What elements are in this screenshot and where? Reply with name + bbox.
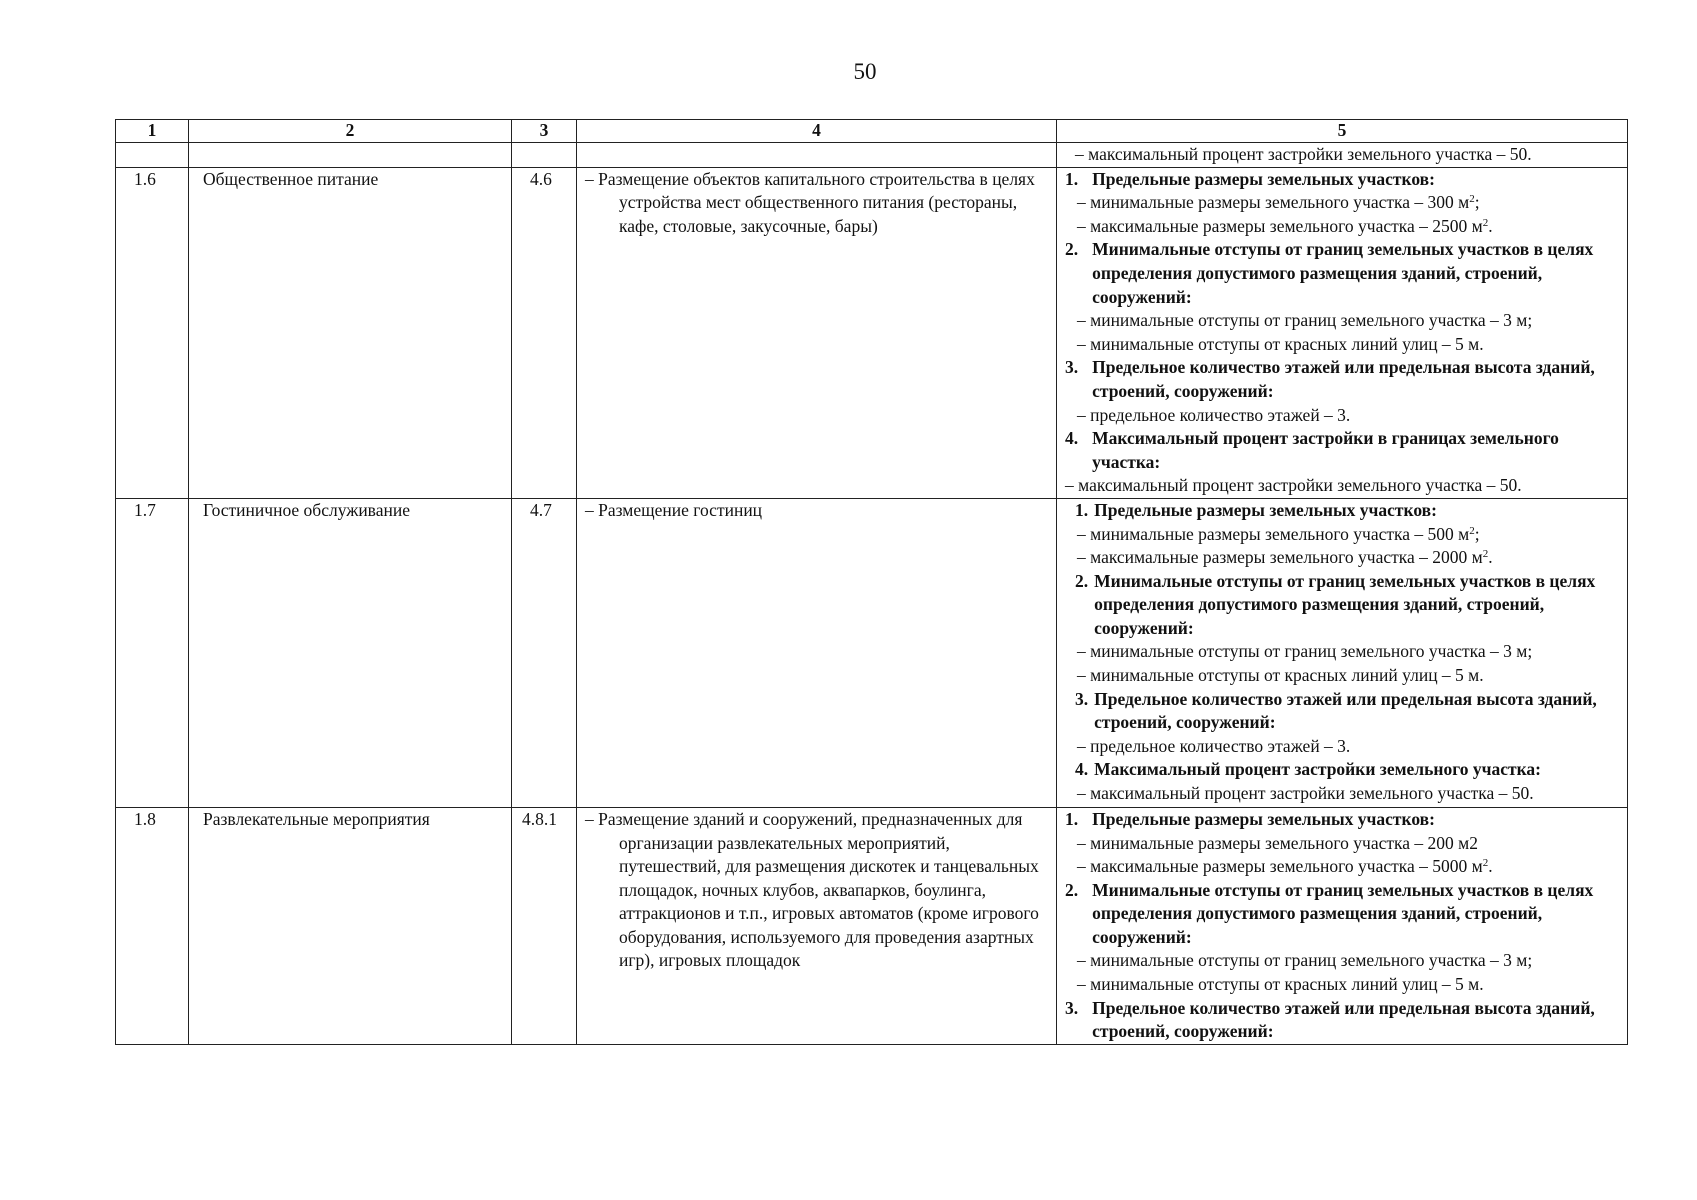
parameters-cell <box>1057 807 1628 1044</box>
heading-text: Минимальные отступы от границ земельных участков в целях определения допустимого размещения зданий, строений, сооружений: <box>1092 239 1594 307</box>
parameter-heading <box>1065 808 1623 832</box>
parameter-heading <box>1065 238 1623 309</box>
parameter-heading <box>1065 356 1623 403</box>
heading-text: Минимальные отступы от границ земельных участков в целях определения допустимого размещения зданий, строений, сооружений: <box>1092 879 1594 947</box>
parameter-heading <box>1065 997 1623 1044</box>
item-number: 4. <box>1065 428 1079 449</box>
parameter-heading <box>1065 427 1623 474</box>
item-number: 1. <box>1065 808 1079 829</box>
empty-cell <box>189 143 512 168</box>
superscript: 2 <box>1482 857 1489 870</box>
heading-text: Предельное количество этажей или предельная высота зданий, строений, сооружений: <box>1094 688 1597 733</box>
parameter-heading <box>1065 499 1623 523</box>
page-number: 50 <box>853 59 877 84</box>
use-description <box>577 498 1057 807</box>
parameter-heading <box>1065 758 1623 782</box>
parameter-heading <box>1065 570 1623 641</box>
heading-text: Минимальные отступы от границ земельных участков в целях определения допустимого размещения зданий, строений, сооружений: <box>1094 570 1596 638</box>
column-header-4: 4 <box>577 120 1057 143</box>
column-header-3: 3 <box>512 120 577 143</box>
superscript: 2 <box>1482 216 1489 229</box>
parameter-line: – предельное количество этажей – 3. <box>1077 404 1351 425</box>
description-text: – Размещение гостиниц <box>585 499 763 520</box>
item-number: 2. <box>1065 879 1079 900</box>
empty-cell <box>577 143 1057 168</box>
parameter-line: – предельное количество этажей – 3. <box>1077 735 1351 756</box>
empty-cell <box>116 143 189 168</box>
item-number: 2. <box>1075 570 1089 591</box>
item-number: 1. <box>1065 168 1079 189</box>
parameter-line <box>1065 215 1623 239</box>
line-end: ; <box>1474 192 1480 213</box>
parameter-line <box>1065 546 1623 570</box>
item-number: 2. <box>1065 239 1079 260</box>
parameter-heading <box>1065 688 1623 735</box>
parameter-line <box>1065 191 1623 215</box>
row-number: 1.7 <box>116 498 189 807</box>
line-end: . <box>1488 856 1493 877</box>
parameter-heading <box>1065 168 1623 192</box>
table-row <box>116 498 1628 807</box>
description-text: – Размещение объектов капитального строительства в целях устройства мест общественного питания (рестораны, кафе, столовые, закусочные, бары) <box>585 168 1035 236</box>
parameter-line: – минимальные отступы от границ земельного участка – 3 м; <box>1077 310 1533 331</box>
item-number: 3. <box>1065 357 1079 378</box>
line-text: – максимальные размеры земельного участка – 5000 м <box>1077 856 1483 877</box>
line-text: – максимальные размеры земельного участка – 2500 м <box>1077 215 1483 236</box>
parameter-line: – минимальные отступы от границ земельного участка – 3 м; <box>1077 641 1533 662</box>
row-number: 1.8 <box>116 807 189 1044</box>
heading-text: Максимальный процент застройки в границах земельного участка: <box>1092 428 1559 472</box>
line-end: . <box>1488 547 1493 568</box>
parameters-cell <box>1057 498 1628 807</box>
heading-text: Предельные размеры земельных участков: <box>1094 499 1437 520</box>
use-code: 4.6 <box>512 167 577 498</box>
continuation-cell <box>1057 143 1628 168</box>
use-description <box>577 167 1057 498</box>
use-code: 4.7 <box>512 498 577 807</box>
use-description <box>577 807 1057 1044</box>
superscript: 2 <box>1469 524 1475 537</box>
use-type-name: Гостиничное обслуживание <box>189 498 512 807</box>
use-type-name: Общественное питание <box>189 167 512 498</box>
column-header-2: 2 <box>189 120 512 143</box>
parameter-line: – максимальный процент застройки земельного участка – 50. <box>1077 783 1534 804</box>
heading-text: Предельное количество этажей или предельная высота зданий, строений, сооружений: <box>1092 997 1595 1042</box>
zoning-table <box>115 119 1628 1045</box>
continuation-text: – максимальный процент застройки земельного участка – 50. <box>1075 144 1532 164</box>
description-text: – Размещение зданий и сооружений, предназначенных для организации развлекательных мероприятий, путешествий, для размещения дискотек и танцевальных площадок, ночных клубов, аквапарков, боулинга, аттракционов и т.п., игровых автоматов (кроме игрового оборудования, используемого для проведения азартных игр), игровых площадок <box>585 808 1039 971</box>
parameter-line <box>1065 523 1623 547</box>
heading-text: Предельное количество этажей или предельная высота зданий, строений, сооружений: <box>1092 357 1595 401</box>
parameter-line <box>1065 855 1623 879</box>
row-number: 1.6 <box>116 167 189 498</box>
parameter-line: – минимальные размеры земельного участка – 200 м2 <box>1077 832 1478 853</box>
continuation-row <box>116 143 1628 168</box>
parameter-line: – максимальный процент застройки земельного участка – 50. <box>1065 475 1522 496</box>
superscript: 2 <box>1482 548 1489 561</box>
heading-text: Максимальный процент застройки земельного участка: <box>1094 759 1541 780</box>
line-text: – минимальные размеры земельного участка – 500 м <box>1077 523 1470 544</box>
use-type-name: Развлекательные мероприятия <box>189 807 512 1044</box>
item-number: 3. <box>1075 688 1089 709</box>
line-end: ; <box>1474 523 1480 544</box>
parameter-heading <box>1065 879 1623 950</box>
line-text: – минимальные размеры земельного участка – 300 м <box>1077 192 1470 213</box>
table-row <box>116 807 1628 1044</box>
parameters-cell <box>1057 167 1628 498</box>
item-number: 3. <box>1065 997 1079 1018</box>
parameter-line: – минимальные отступы от границ земельного участка – 3 м; <box>1077 950 1533 971</box>
column-header-5: 5 <box>1057 120 1628 143</box>
parameter-line: – минимальные отступы от красных линий улиц – 5 м. <box>1077 333 1484 354</box>
empty-cell <box>512 143 577 168</box>
table-row <box>116 167 1628 498</box>
superscript: 2 <box>1469 193 1475 206</box>
item-number: 1. <box>1075 499 1089 520</box>
column-header-1: 1 <box>116 120 189 143</box>
header-row <box>116 120 1628 143</box>
item-number: 4. <box>1075 759 1089 780</box>
parameter-line: – минимальные отступы от красных линий улиц – 5 м. <box>1077 974 1484 995</box>
line-end: . <box>1488 215 1493 236</box>
heading-text: Предельные размеры земельных участков: <box>1092 808 1435 829</box>
heading-text: Предельные размеры земельных участков: <box>1092 168 1435 189</box>
line-text: – максимальные размеры земельного участка – 2000 м <box>1077 547 1483 568</box>
use-code: 4.8.1 <box>512 807 577 1044</box>
parameter-line: – минимальные отступы от красных линий улиц – 5 м. <box>1077 665 1484 686</box>
